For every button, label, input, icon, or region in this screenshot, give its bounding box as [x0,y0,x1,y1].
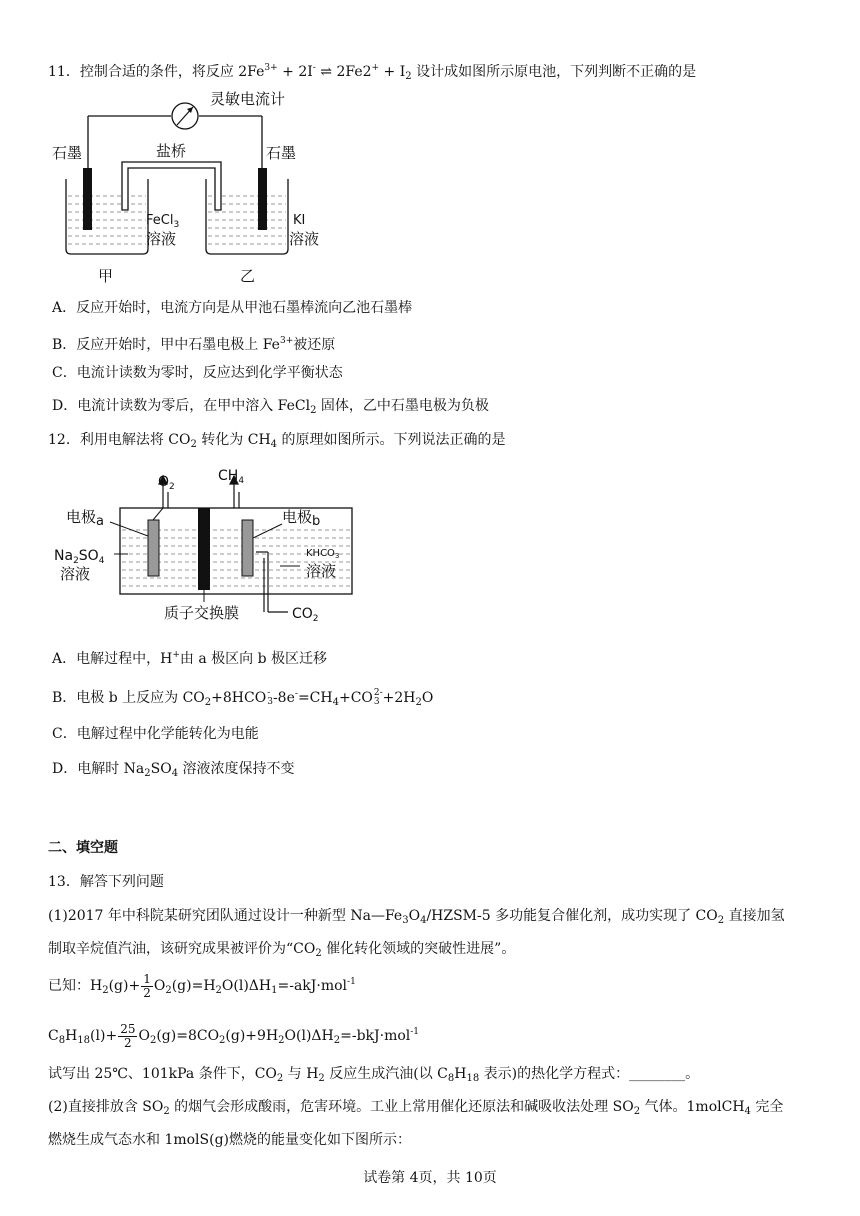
q12-option-a: A．电解过程中，H+由 a 极区向 b 极区迁移 [52,650,327,667]
q12-option-b: B．电极 b 上反应为 $CO_2+8HCO$ - 3 $-8e^-=CH_4+CO$ 2- 3 $+2H_2O$ [52,688,434,708]
q12-stem: 12．利用电解法将 $CO_2$ 转化为 $CH_4$ 的原理如图所示。下列说法正确的是 [48,432,506,450]
page-footer: 试卷第 4页，共 10页 [363,1170,497,1186]
meter-label: 灵敏电流计 [210,90,286,108]
q13-stem: 13．解答下列问题 [48,874,164,890]
q13-question: 试写出 25℃、101kPa 条件下，$CO_2$ 与 $H_2$ 反应生成汽油(以 $C_8H_{18}$ 表示)的热化学方程式：________。 [48,1066,700,1084]
proton-exchange-membrane [198,508,210,590]
galvanometer-icon [172,103,198,129]
svg-text:KI: KI [293,213,306,228]
svg-text:CH4: $CH_4$ [218,468,245,486]
q11-option-d: D．电流计读数为零后，在甲中溶入 FeCl$_2$ 固体，乙中石墨电极为负极 [52,398,489,416]
graphite-electrode-right [258,168,267,230]
q12-option-d: D．电解时 $Na_2SO_4$ 溶液浓度保持不变 [52,761,295,779]
q13-p2-line1: (2)直接排放含 $SO_2$ 的烟气会形成酸雨，危害环境。工业上常用催化还原法和碱吸收法处理 $SO_2$ 气体。1molCH$_4$ 完全 [48,1099,784,1117]
svg-text:电极a: 电极a [66,508,104,529]
svg-text:溶液: 溶液 [146,230,177,248]
q11-option-a: A．反应开始时，电流方向是从甲池石墨棒流向乙池石墨棒 [52,300,413,316]
svg-text:O2: $O_2$ [158,474,175,492]
q13-equation-1: 已知：$H_2(g)+$ $\frac{1}{2}$ $O_2(g)=H_2O(l)\Delta H_1=-akJ\cdot mol^{-1}$ [48,971,356,1000]
q11-stem: 11．控制合适的条件，将反应 $2Fe^{3+} + 2I^-$ ⇌ $2Fe2^+ + I_2$ 设计成如图所示原电池，下列判断不正确的是 [48,63,697,82]
q13-p2-line2: 燃烧生成气态水和 1molS(g)燃烧的能量变化如下图所示： [48,1132,412,1148]
galvanic-cell-diagram [48,84,338,289]
svg-text:电极b: 电极b [282,508,321,529]
beaker-left [66,179,148,254]
svg-text:溶液: 溶液 [289,230,320,248]
q11-option-c: C．电流计读数为零时，反应达到化学平衡状态 [52,365,343,381]
q12-option-c: C．电解过程中化学能转化为电能 [52,726,259,742]
electrolysis-diagram [48,462,368,632]
q13-p1-line2: 制取辛烷值汽油，该研究成果被评价为“$CO_2$ 催化转化领域的突破性进展”。 [48,941,516,959]
svg-text:CO2: $CO_2$ [292,606,319,624]
svg-text:石墨: 石墨 [52,144,83,162]
svg-text:乙: 乙 [240,267,256,285]
q11-option-b: B．反应开始时，甲中石墨电极上 $Fe^{3+}$被还原 [52,336,336,353]
svg-text:KHCO3: $KHCO_3$ [306,548,340,560]
q13-p1-line1: (1)2017 年中科院某研究团队通过设计一种新型 $Na—Fe_3O_4/HZSM-5$ 多功能复合催化剂，成功实现了 $CO_2$ 直接加氢 [48,908,785,926]
svg-text:FeCl3: FeCl$_3$ [146,213,180,230]
electrode-a [148,520,159,576]
section-title: 二、填空题 [48,840,118,856]
svg-text:石墨: 石墨 [266,144,297,162]
q13-equation-2: $C_8H_{18}(l)+$ $\frac{25}{2}$ $O_2(g)=8CO_2(g)+9H_2O(l)\Delta H_2=-bkJ\cdot mol^{-1}$ [48,1021,420,1050]
svg-text:盐桥: 盐桥 [156,142,187,160]
svg-text:质子交换膜: 质子交换膜 [164,604,240,622]
svg-text:溶液: 溶液 [60,565,91,583]
electrode-b [242,520,253,576]
svg-text:甲: 甲 [98,267,114,285]
svg-text:溶液: 溶液 [306,562,337,580]
svg-text:Na2SO4: $Na_2SO_4$ [54,548,105,566]
graphite-electrode-left [83,168,92,230]
